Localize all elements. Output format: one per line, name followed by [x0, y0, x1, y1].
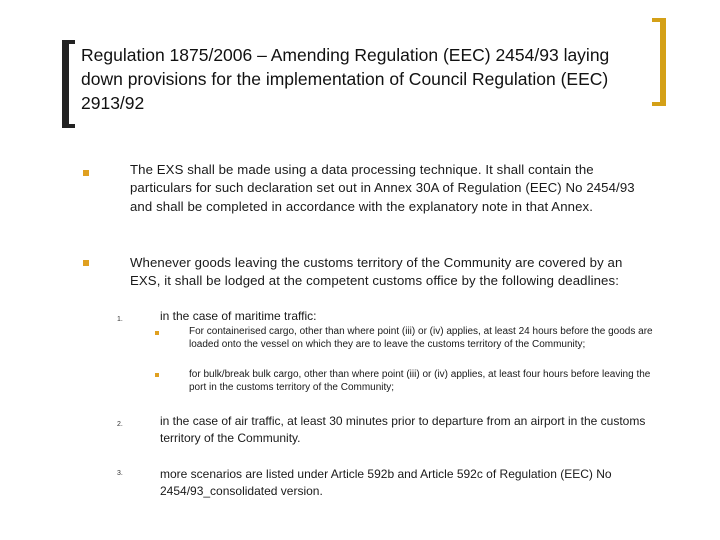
numbered-item-maritime: in the case of maritime traffic:: [160, 309, 317, 323]
bullet-square-icon: [83, 260, 89, 266]
bullet-text-exs: The EXS shall be made using a data processing technique. It shall contain the particulars for such declaration set out in Annex 30A of Regulation (EEC) No 2454/93 and shall be completed in accordance with the explanatory note in that Annex.: [130, 162, 635, 214]
numbered-item-more: more scenarios are listed under Article 592b and Article 592c of Regulation (EEC) No 2454/93_consolidated version.: [160, 467, 612, 498]
numbered-item-air: in the case of air traffic, at least 30 minutes prior to departure from an airport in the customs territory of the Community.: [160, 414, 646, 445]
title-bracket-right: [652, 18, 666, 106]
title-bracket-left: [62, 40, 75, 128]
bullet-square-icon: [83, 170, 89, 176]
sub-item-bulk: for bulk/break bulk cargo, other than where point (iii) or (iv) applies, at least four hours before leaving the port in the customs territory of the Community;: [189, 369, 651, 393]
slide-title: Regulation 1875/2006 – Amending Regulation (EEC) 2454/93 laying down provisions for the implementation of Council Regulation (EEC) 2913/92: [81, 45, 610, 113]
list-number: 2.: [117, 421, 123, 428]
sub-item-containerised: For containerised cargo, other than where point (iii) or (iv) applies, at least 24 hours before the goods are loaded onto the vessel on which they are to leave the customs territory of the Community;: [189, 326, 653, 350]
sub-bullet-square-icon: [155, 331, 159, 335]
list-number: 1.: [117, 316, 123, 323]
list-number: 3.: [117, 470, 123, 477]
sub-bullet-square-icon: [155, 373, 159, 377]
bullet-text-deadlines: Whenever goods leaving the customs territory of the Community are covered by an EXS, it shall be lodged at the competent customs office by the following deadlines:: [130, 255, 623, 289]
